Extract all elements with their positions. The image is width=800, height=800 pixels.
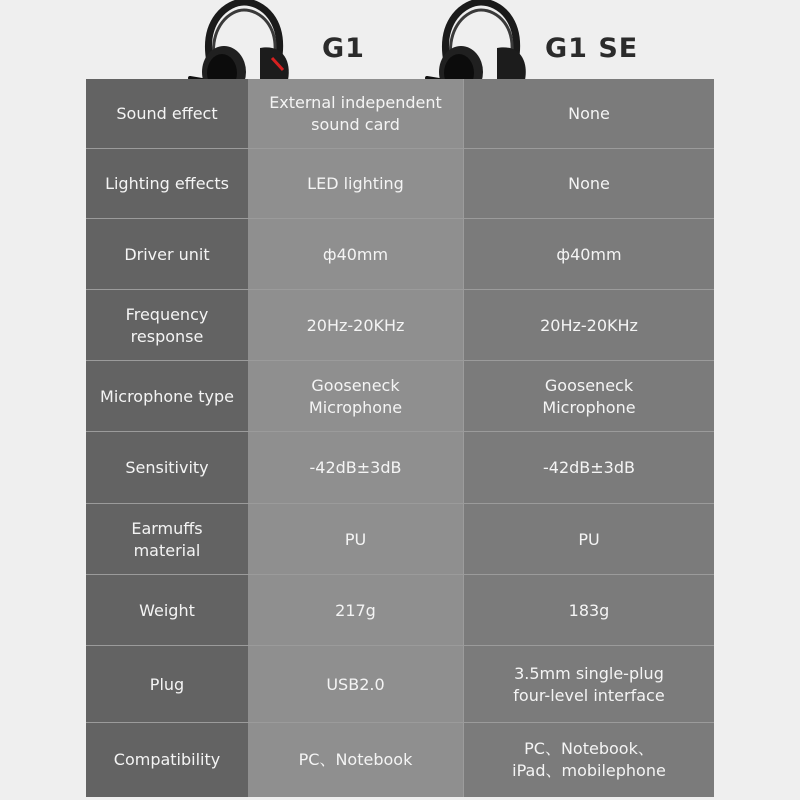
table-row bbox=[86, 289, 714, 361]
g1se-value: None bbox=[463, 149, 714, 219]
g1se-value: None bbox=[463, 79, 714, 148]
g1-value: LED lighting bbox=[248, 149, 463, 219]
model-title-g1se: G1 SE bbox=[545, 33, 639, 64]
g1se-value: 20Hz-20KHz bbox=[463, 290, 714, 361]
row-label: Microphone type bbox=[86, 361, 248, 432]
row-label: Sensitivity bbox=[86, 432, 248, 504]
row-label: Earmuffs material bbox=[86, 504, 248, 575]
row-label: Plug bbox=[86, 646, 248, 723]
table-row bbox=[86, 503, 714, 575]
g1-value: PU bbox=[248, 504, 463, 575]
g1se-value: Gooseneck Microphone bbox=[463, 361, 714, 432]
g1-value: USB2.0 bbox=[248, 646, 463, 723]
g1-value: -42dB±3dB bbox=[248, 432, 463, 504]
table-row bbox=[86, 722, 714, 797]
g1-value: 217g bbox=[248, 575, 463, 646]
g1se-value: PC、Notebook、 iPad、mobilephone bbox=[463, 723, 714, 797]
row-label: Driver unit bbox=[86, 219, 248, 290]
table-row bbox=[86, 574, 714, 646]
table-row bbox=[86, 79, 714, 148]
row-label: Sound effect bbox=[86, 79, 248, 148]
row-label: Frequency response bbox=[86, 290, 248, 361]
g1-value: Gooseneck Microphone bbox=[248, 361, 463, 432]
table-row bbox=[86, 360, 714, 432]
row-label: Compatibility bbox=[86, 723, 248, 797]
g1se-value: 3.5mm single-plug four-level interface bbox=[463, 646, 714, 723]
table-row bbox=[86, 148, 714, 219]
g1-value: 20Hz-20KHz bbox=[248, 290, 463, 361]
g1-value: External independent sound card bbox=[248, 79, 463, 148]
g1se-value: 183g bbox=[463, 575, 714, 646]
row-label: Weight bbox=[86, 575, 248, 646]
header bbox=[0, 0, 800, 80]
table-row bbox=[86, 645, 714, 723]
g1se-value: PU bbox=[463, 504, 714, 575]
g1se-value: ф40mm bbox=[463, 219, 714, 290]
g1-value: PC、Notebook bbox=[248, 723, 463, 797]
model-title-g1: G1 bbox=[322, 33, 365, 64]
g1-value: ф40mm bbox=[248, 219, 463, 290]
table-row bbox=[86, 218, 714, 290]
g1se-value: -42dB±3dB bbox=[463, 432, 714, 504]
table-row bbox=[86, 431, 714, 504]
spec-table bbox=[86, 79, 714, 796]
row-label: Lighting effects bbox=[86, 149, 248, 219]
